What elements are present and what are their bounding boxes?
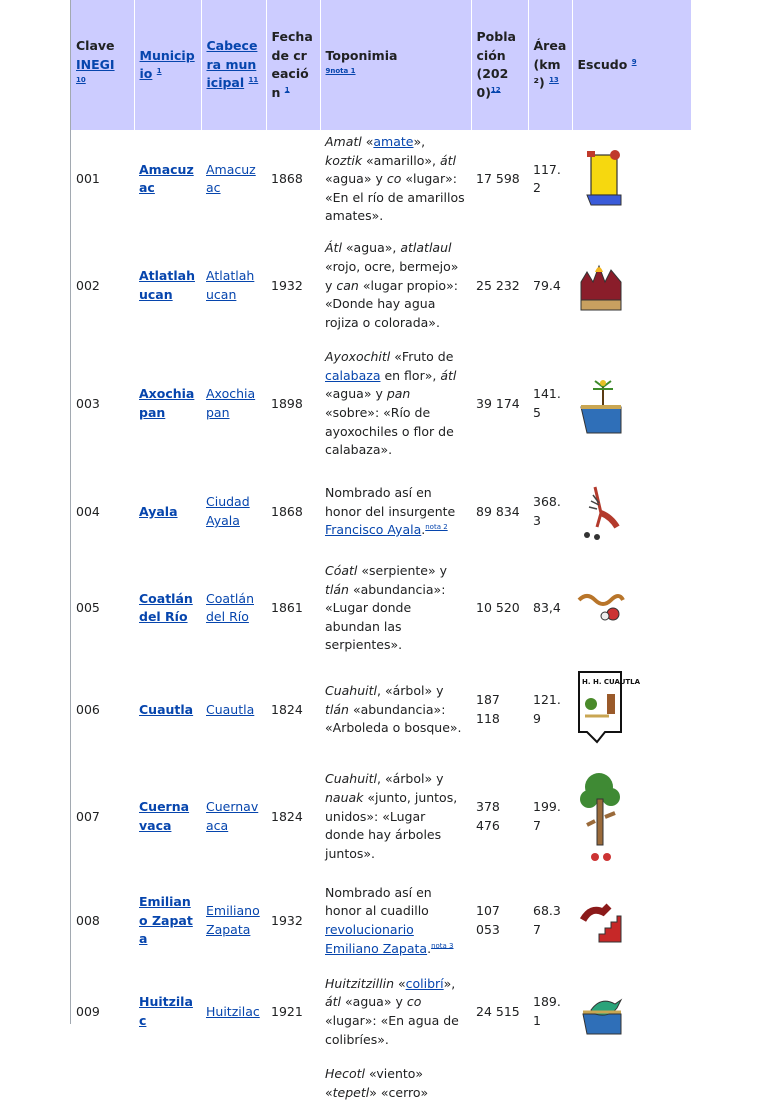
clave-value: 006 (76, 701, 100, 717)
municipio-link[interactable]: Atlatlahucan (139, 268, 195, 302)
cabecera-header-link[interactable]: Cabecera municipal (206, 38, 258, 91)
fecha-value: 1824 (271, 808, 303, 824)
municipio-link[interactable]: Huitzilac (139, 994, 193, 1028)
cell-escudo (572, 343, 691, 465)
toponimia-term: Ayoxochitl (325, 349, 391, 365)
cell-poblacion (471, 559, 528, 658)
toponimia-term: Amatl (325, 134, 362, 149)
toponimia-text: «Fruto de (390, 349, 454, 365)
cell-area (528, 762, 572, 872)
cell-clave (71, 343, 134, 465)
cabecera-link[interactable]: Amacuzac (206, 161, 256, 196)
header-toponimia: Toponimia $^{9nota 1}$ (320, 0, 471, 130)
toponimia-term: tepetl (332, 1084, 370, 1100)
toponimia-term: co (386, 171, 402, 187)
toponimia-text: » «cerro» (369, 1084, 429, 1100)
cell-fecha (266, 658, 320, 762)
cell-cabecera (201, 872, 266, 970)
cell-cabecera (201, 658, 266, 762)
cabecera-link[interactable]: Axochiapan (206, 386, 256, 420)
toponimia-text: «lugar»: «En el río de amarillos amates». (325, 171, 465, 224)
cell-toponimia (320, 130, 471, 229)
toponimia-term: Cuahuitl (325, 771, 378, 787)
cell-toponimia (320, 658, 471, 762)
cell-municipio (134, 872, 201, 970)
municipios-table (71, 0, 692, 1114)
toponimia-text: «viento» « (325, 1066, 424, 1100)
cabecera-link[interactable]: Atlatlahucan (206, 268, 255, 302)
toponimia-text: », (413, 134, 426, 149)
toponimia-link[interactable]: calabaza (325, 367, 381, 383)
clave-value: 001 (76, 171, 100, 187)
toponimia-term: can (336, 277, 359, 293)
clave-value: 005 (76, 600, 100, 616)
municipio-link[interactable]: Cuernavaca (139, 799, 190, 833)
fecha-value: 1861 (271, 600, 303, 616)
cell-poblacion (471, 970, 528, 1054)
cell-municipio (134, 1054, 201, 1114)
toponimia-term: Cóatl (325, 562, 358, 578)
toponimia-term: koztik (325, 152, 363, 168)
toponimia-text: «amarillo», (362, 152, 440, 168)
ref-cabecera[interactable]: 11 (248, 76, 259, 85)
toponimia-link[interactable]: amate (373, 134, 414, 149)
cell-fecha (266, 229, 320, 343)
cell-toponimia (320, 872, 471, 970)
cell-area (528, 1054, 572, 1114)
ref-poblacion[interactable]: 12 (490, 85, 501, 94)
atlatlahucan-shield-icon[interactable] (577, 256, 686, 316)
cell-municipio (134, 343, 201, 465)
cell-fecha (266, 762, 320, 872)
poblacion-value: 378 476 (476, 799, 500, 833)
toponimia-term: nauak (325, 790, 364, 806)
cabecera-link[interactable]: Huitzilac (206, 1003, 260, 1019)
cell-fecha (266, 465, 320, 559)
cell-area (528, 872, 572, 970)
municipio-link[interactable]: Emiliano Zapata (139, 894, 193, 947)
toponimia-text: «agua» y (325, 171, 387, 187)
cell-poblacion (471, 1054, 528, 1114)
header-row (71, 0, 691, 130)
cell-toponimia (320, 559, 471, 658)
cell-escudo (572, 559, 691, 658)
toponimia-link[interactable]: revolucionario (325, 921, 414, 937)
cell-toponimia (320, 762, 471, 872)
toponimia-text: «agua» y (325, 386, 387, 402)
toponimia-text: . (421, 522, 426, 538)
cuautla-shield-icon[interactable] (577, 670, 686, 750)
table-row (71, 872, 691, 970)
cabecera-link[interactable]: Cuernavaca (206, 799, 259, 833)
ref-area[interactable]: 13 (549, 76, 559, 85)
header-clave: Clave INEGI $^{10}$ (71, 0, 134, 130)
toponimia-text: . (427, 940, 432, 956)
ref-fecha[interactable]: 1 (284, 85, 290, 94)
cell-escudo (572, 1054, 691, 1114)
table-row (71, 970, 691, 1054)
municipio-header-link[interactable]: Municipio (139, 47, 195, 81)
fecha-value: 1824 (271, 701, 303, 717)
area-value: 121.9 (533, 692, 561, 726)
cell-toponimia (320, 343, 471, 465)
table-row (71, 762, 691, 872)
area-value: 199.7 (533, 799, 561, 833)
toponimia-text: « (361, 134, 374, 149)
cell-municipio (134, 762, 201, 872)
header-poblacion: Población (2020)$^{12}$ (471, 0, 528, 130)
cabecera-link[interactable]: Ciudad Ayala (206, 494, 250, 528)
cell-poblacion (471, 229, 528, 343)
cell-poblacion (471, 343, 528, 465)
table-row (71, 343, 691, 465)
cell-fecha (266, 970, 320, 1054)
header-fecha: Fecha de creación $^1$ (266, 0, 320, 130)
toponimia-text: «sobre»: «Río de ayoxochiles o flor de calabaza». (325, 404, 454, 458)
cell-clave (71, 229, 134, 343)
toponimia-text: Nombrado así en honor del insurgente (325, 485, 456, 519)
toponimia-term: atlatlaul (400, 240, 452, 256)
toponimia-term: Hecotl (325, 1066, 365, 1082)
area-value: 141.5 (533, 386, 561, 420)
cell-cabecera (201, 970, 266, 1054)
toponimia-text: «lugar propio»: «Donde hay agua rojiza o colorada». (325, 277, 458, 330)
area-value: 117.2 (533, 161, 561, 196)
poblacion-value: 17 598 (476, 171, 520, 187)
cell-clave (71, 970, 134, 1054)
toponimia-term: Cuahuitl (325, 683, 378, 699)
cabecera-link[interactable]: Coatlán del Río (206, 590, 254, 625)
toponimia-text: «agua», (341, 240, 401, 256)
cell-poblacion (471, 872, 528, 970)
cell-cabecera (201, 762, 266, 872)
cell-area (528, 229, 572, 343)
cell-area (528, 343, 572, 465)
cell-municipio (134, 130, 201, 229)
cell-poblacion (471, 465, 528, 559)
toponimia-text: «serpiente» y (357, 562, 448, 578)
toponimia-term: tlán (325, 701, 349, 717)
toponimia-text: en flor», (380, 367, 441, 383)
cell-area (528, 658, 572, 762)
toponimia-text: «junto, juntos, unidos»: «Lugar donde hay árboles juntos». (325, 790, 458, 861)
clave-value: 003 (76, 395, 100, 411)
fecha-value: 1932 (271, 912, 303, 928)
cell-toponimia (320, 1054, 471, 1114)
toponimia-text: «lugar»: «En agua de colibríes». (325, 1012, 459, 1047)
clave-value: 007 (76, 808, 100, 824)
fecha-value: 1932 (271, 277, 303, 293)
table-row (71, 465, 691, 559)
toponimia-link[interactable]: colibrí (405, 975, 444, 991)
cell-toponimia (320, 229, 471, 343)
poblacion-value: 24 515 (476, 1003, 520, 1019)
cell-municipio (134, 970, 201, 1054)
cell-poblacion (471, 130, 528, 229)
cell-escudo (572, 658, 691, 762)
clave-value: 004 (76, 503, 100, 519)
poblacion-value: 107 053 (476, 903, 500, 937)
cell-fecha (266, 872, 320, 970)
nota-ref[interactable]: nota 3 (431, 941, 454, 950)
cell-municipio (134, 229, 201, 343)
ref-toponimia[interactable]: 9nota 1 (325, 66, 356, 75)
area-value: 68.37 (533, 903, 561, 937)
toponimia-term: átl (439, 152, 457, 168)
cell-cabecera (201, 130, 266, 229)
cell-area (528, 130, 572, 229)
header-municipio (134, 0, 201, 130)
municipio-link[interactable]: Axochiapan (139, 386, 195, 420)
cabecera-link[interactable]: Emiliano Zapata (206, 903, 260, 937)
toponimia-text: « (394, 975, 406, 991)
nota-ref[interactable]: nota 2 (425, 523, 448, 532)
ayala-shield-icon[interactable] (577, 479, 686, 545)
cell-poblacion (471, 762, 528, 872)
cell-toponimia (320, 970, 471, 1054)
cell-clave (71, 658, 134, 762)
header-area: Área (km²) $^{13}$ (528, 0, 572, 130)
cell-cabecera (201, 343, 266, 465)
cell-toponimia (320, 465, 471, 559)
cell-escudo (572, 762, 691, 872)
cell-cabecera (201, 559, 266, 658)
toponimia-term: tlán (325, 581, 349, 597)
clave-value: 002 (76, 277, 100, 293)
cell-escudo (572, 130, 691, 229)
inegi-link[interactable]: INEGI (76, 56, 115, 72)
toponimia-text: «rojo, ocre, bermejo» y (325, 259, 459, 293)
nota-sup (431, 941, 453, 949)
toponimia-link[interactable]: Francisco Ayala (325, 522, 422, 538)
cabecera-link[interactable]: Cuautla (206, 701, 255, 717)
huitzilac-shield-icon[interactable] (577, 990, 686, 1034)
amacuzac-shield-icon[interactable] (577, 147, 686, 211)
toponimia-term: co (406, 994, 422, 1010)
fecha-value: 1921 (271, 1003, 303, 1019)
cell-area (528, 559, 572, 658)
cell-area (528, 970, 572, 1054)
table-row (71, 1054, 691, 1114)
table-row (71, 658, 691, 762)
cell-municipio (134, 465, 201, 559)
header-escudo: Escudo $^9$ (572, 0, 691, 130)
poblacion-value: 89 834 (476, 503, 520, 519)
table-row (71, 559, 691, 658)
clave-value: 008 (76, 912, 100, 928)
toponimia-text: , «árbol» y (377, 771, 444, 787)
area-value: 83,4 (533, 600, 561, 616)
toponimia-text: «agua» y (341, 994, 407, 1010)
area-value: 368.3 (533, 494, 561, 528)
cell-cabecera (201, 229, 266, 343)
cell-cabecera (201, 1054, 266, 1114)
cell-poblacion (471, 658, 528, 762)
header-cabecera (201, 0, 266, 130)
zapata-shield-icon[interactable] (577, 898, 686, 944)
cell-fecha (266, 1054, 320, 1114)
cell-clave (71, 1054, 134, 1114)
toponimia-term: átl (440, 367, 457, 383)
poblacion-value: 25 232 (476, 277, 520, 293)
municipio-link[interactable]: Ayala (139, 503, 178, 519)
cell-clave (71, 762, 134, 872)
cell-clave (71, 465, 134, 559)
toponimia-text: , «árbol» y (377, 683, 444, 699)
cell-escudo (572, 465, 691, 559)
poblacion-value: 39 174 (476, 395, 520, 411)
cell-fecha (266, 343, 320, 465)
municipio-link[interactable]: Amacuzac (139, 161, 194, 196)
area-value: 79.4 (533, 277, 561, 293)
toponimia-term: Huitzitzillin (325, 975, 395, 991)
axochiapan-shield-icon[interactable] (577, 373, 686, 435)
toponimia-text: «abundancia»: «Lugar donde abundan las serpientes». (325, 581, 446, 653)
ref-escudo[interactable]: 9 (631, 57, 637, 66)
cell-fecha (266, 130, 320, 229)
cuernavaca-shield-icon[interactable] (577, 769, 686, 865)
cell-escudo (572, 970, 691, 1054)
toponimia-term: pan (386, 386, 411, 402)
table-row (71, 229, 691, 343)
municipio-link[interactable]: Cuautla (139, 701, 194, 717)
area-value: 189.1 (533, 994, 561, 1028)
cell-clave (71, 872, 134, 970)
cuautla-shield-text: H. H. CUAUTLA (582, 677, 641, 686)
toponimia-text: », (443, 975, 456, 991)
cell-cabecera (201, 465, 266, 559)
cell-municipio (134, 658, 201, 762)
toponimia-term: átl (325, 994, 342, 1010)
clave-value: 009 (76, 1003, 100, 1019)
poblacion-value: 10 520 (476, 600, 520, 616)
toponimia-link[interactable]: Emiliano Zapata (325, 940, 428, 956)
table-row (71, 130, 691, 229)
fecha-value: 1898 (271, 395, 303, 411)
cell-area (528, 465, 572, 559)
fecha-value: 1868 (271, 171, 303, 187)
cell-clave (71, 130, 134, 229)
poblacion-value: 187 118 (476, 692, 500, 726)
municipios-table-frame (70, 0, 641, 1100)
coatlan-shield-icon[interactable] (577, 588, 686, 628)
toponimia-term: Átl (325, 240, 342, 256)
cell-escudo (572, 872, 691, 970)
toponimia-text: «abundancia»: «Arboleda o bosque». (325, 701, 462, 736)
cell-clave (71, 559, 134, 658)
toponimia-text: Nombrado así en honor al cuadillo (325, 884, 432, 919)
ref-municipio[interactable]: 1 (156, 66, 162, 75)
cell-fecha (266, 559, 320, 658)
cell-escudo (572, 229, 691, 343)
ref-clave[interactable]: 10 (76, 76, 86, 85)
cell-municipio (134, 559, 201, 658)
municipio-link[interactable]: Coatlán del Río (139, 590, 193, 625)
nota-sup (425, 523, 447, 531)
fecha-value: 1868 (271, 503, 303, 519)
